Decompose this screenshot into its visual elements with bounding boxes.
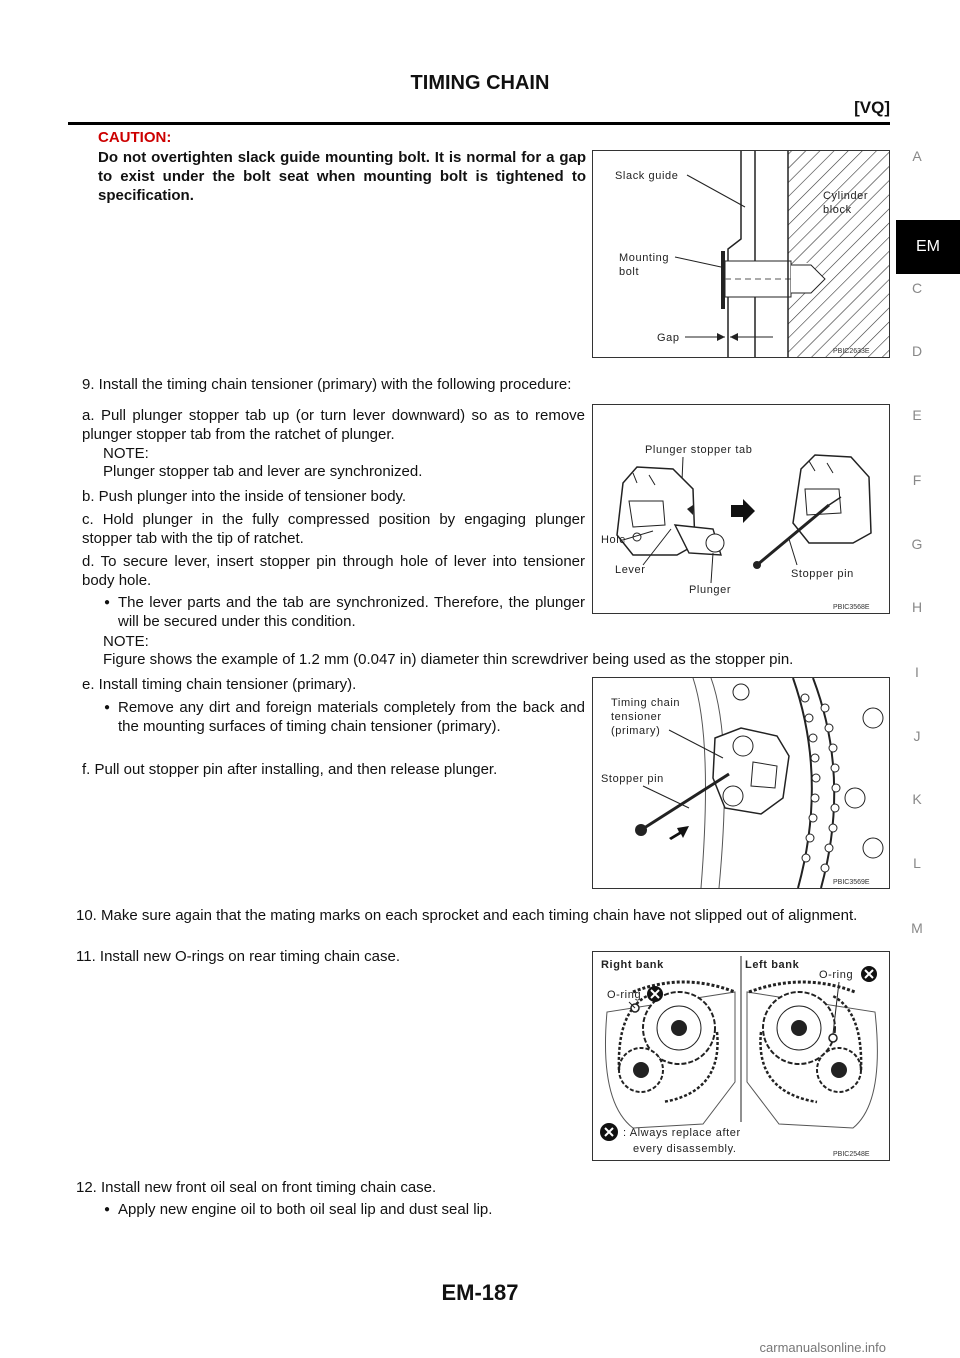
side-index-h[interactable]: H: [911, 599, 923, 615]
caution-label: CAUTION:: [98, 129, 172, 146]
step-c: c. Hold plunger in the fully compressed position by engaging plunger stopper tab with the tip of ratchet.: [82, 511, 585, 547]
side-index-c[interactable]: C: [911, 280, 923, 296]
bullet-d: ● The lever parts and the tab are synchronized. Therefore, the plunger will be secured under this condition.: [118, 593, 585, 631]
label-bolt: bolt: [619, 266, 640, 278]
page-title: TIMING CHAIN: [410, 72, 550, 94]
label-o-ring-left: O-ring: [607, 989, 642, 1001]
figure-plunger-stopper: [592, 404, 890, 614]
side-index-i[interactable]: I: [915, 664, 919, 680]
bullet-12: ● Apply new engine oil to both oil seal lip and dust seal lip.: [118, 1200, 818, 1219]
step-11: 11. Install new O-rings on rear timing chain case.: [76, 948, 401, 965]
label-hole: Hole: [601, 534, 627, 546]
label-mounting: Mounting: [619, 252, 670, 264]
label-stopper-pin-3: Stopper pin: [601, 773, 664, 785]
label-stopper-pin: Stopper pin: [791, 568, 854, 580]
label-o-ring-right: O-ring: [819, 969, 854, 981]
engine-code: [VQ]: [854, 98, 890, 117]
side-index-g[interactable]: G: [911, 536, 923, 552]
label-slack-guide: Slack guide: [615, 170, 679, 182]
note-1-text: Plunger stopper tab and lever are synchronized.: [103, 463, 423, 480]
note-2-text: Figure shows the example of 1.2 mm (0.047 in) diameter thin screwdriver being used as the stopper pin.: [103, 651, 794, 668]
step-e: e. Install timing chain tensioner (primary).: [82, 676, 357, 693]
step-12: 12. Install new front oil seal on front timing chain case.: [76, 1179, 437, 1196]
step-a: a. Pull plunger stopper tab up (or turn lever downward) so as to remove plunger stopper tab from the ratchet of plunger.: [82, 407, 585, 443]
replace-icon-legend: [600, 1123, 618, 1141]
label-gap: Gap: [657, 332, 680, 344]
label-left-bank: Left bank: [745, 959, 800, 971]
note-1-label: NOTE:: [103, 445, 149, 462]
figure-slack-guide: [592, 150, 890, 358]
side-index-k[interactable]: K: [912, 791, 922, 807]
step-9: 9. Install the timing chain tensioner (primary) with the following procedure:: [82, 376, 572, 393]
side-index-e[interactable]: E: [912, 407, 922, 423]
step-10: 10. Make sure again that the mating marks on each sprocket and each timing chain have not slipped out of alignment.: [76, 907, 858, 924]
side-index-m[interactable]: M: [911, 920, 923, 936]
figure-tensioner-primary: [592, 677, 890, 889]
figure-id-2: PBIC3568E: [833, 604, 870, 611]
side-index-f[interactable]: F: [912, 472, 922, 488]
figure-id-3: PBIC3569E: [833, 879, 870, 886]
label-tensioner: tensioner: [611, 711, 662, 723]
side-index-d[interactable]: D: [911, 343, 923, 359]
figure-id-1: PBIC2633E: [833, 348, 870, 355]
bullet-e: ● Remove any dirt and foreign materials completely from the back and the mounting surfaces of timing chain tensioner (primary).: [118, 698, 585, 736]
label-timing-chain: Timing chain: [611, 697, 681, 709]
label-primary: (primary): [611, 725, 661, 737]
legend-line-2: every disassembly.: [633, 1143, 737, 1155]
side-index-j[interactable]: J: [913, 728, 921, 744]
note-2-label: NOTE:: [103, 633, 149, 650]
replace-icon-right: [861, 966, 877, 982]
label-plunger: Plunger: [689, 584, 732, 596]
step-d: d. To secure lever, insert stopper pin through hole of lever into tensioner body hole.: [82, 553, 585, 589]
watermark[interactable]: carmanualsonline.info: [759, 1340, 886, 1355]
figure-o-rings: [592, 951, 890, 1161]
figure-id-4: PBIC2548E: [833, 1151, 870, 1158]
replace-icon-left: [647, 986, 663, 1002]
step-b: b. Push plunger into the inside of tensioner body.: [82, 488, 407, 505]
side-index-em-active[interactable]: EM: [896, 220, 960, 274]
label-lever: Lever: [615, 564, 646, 576]
page-number: EM-187: [441, 1280, 519, 1305]
label-plunger-stopper-tab: Plunger stopper tab: [645, 444, 753, 456]
side-index-l[interactable]: L: [913, 855, 921, 871]
side-index-a[interactable]: A: [912, 148, 922, 164]
step-f: f. Pull out stopper pin after installing, and then release plunger.: [82, 761, 498, 778]
label-block: block: [823, 204, 852, 216]
label-right-bank: Right bank: [601, 959, 664, 971]
legend-line-1: : Always replace after: [623, 1127, 741, 1139]
header-rule: [68, 122, 890, 125]
label-cylinder: Cylinder: [823, 190, 869, 202]
caution-text: Do not overtighten slack guide mounting bolt. It is normal for a gap to exist under the bolt seat when mounting bolt is tightened to specification.: [98, 149, 586, 204]
